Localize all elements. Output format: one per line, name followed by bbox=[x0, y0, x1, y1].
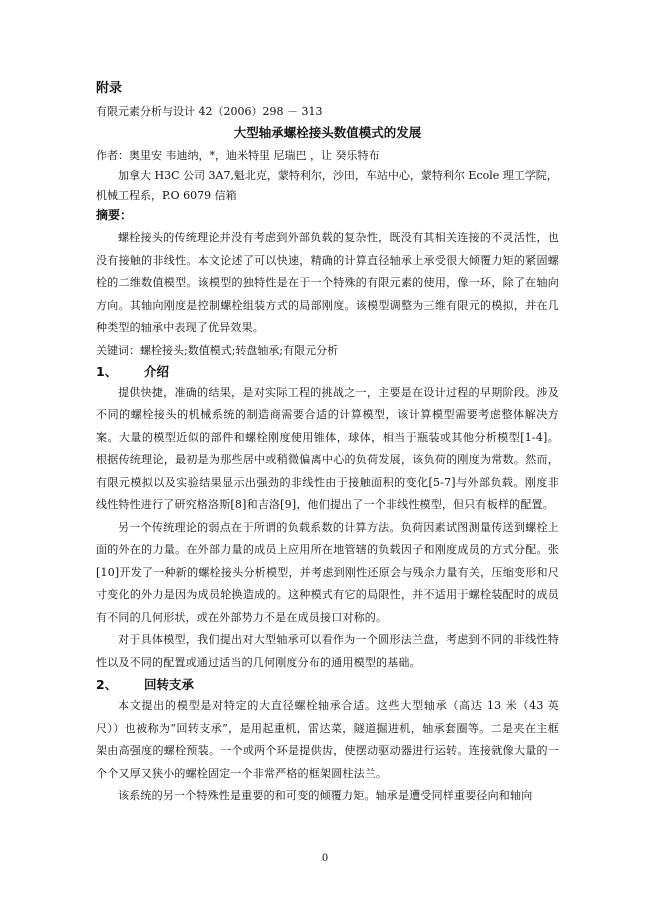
section-heading bbox=[96, 675, 559, 695]
page-number: 0 bbox=[321, 853, 329, 864]
abstract-heading: 摘要： bbox=[96, 208, 133, 222]
authors-line: 作者：奥里安 韦迪纳，*，迪米特里 尼瑞巴 ，让 癸乐特布 bbox=[96, 149, 380, 162]
body-paragraph: 另一个传统理论的弱点在于所谓的负载系数的计算方法。负荷因素试图测量传送到螺栓上面的外在的力量。在外部力量的成员上应用所在地管辖的负载因子和刚度成员的方式分配。张[10]开发了一种新的螺栓接头分析模型，并考虑到刚性还原会与残余力量有关，压缩变形和尺寸变化的外力是因为成员轮换造成的。这种模式有它的局限性，并不适用于螺栓装配时的成员有不同的几何形状，或在外部势力不是在成员接口对称的。 bbox=[96, 520, 559, 624]
body-paragraph: 对于具体模型，我们提出对大型轴承可以看作为一个圆形法兰盘，考虑到不同的非线性特性以及不同的配置或通过适当的几何刚度分布的通用模型的基础。 bbox=[96, 633, 559, 669]
appendix-heading: 附录 bbox=[96, 81, 123, 96]
journal-citation: 有限元素分析与设计 42（2006）298 － 313 bbox=[96, 105, 323, 118]
body-paragraph: 该系统的另一个特殊性是重要的和可变的倾覆力矩。轴承是遭受同样重要径向和轴向 bbox=[118, 789, 533, 802]
section-number: 2、 bbox=[96, 677, 118, 692]
section-title: 回转支承 bbox=[144, 677, 195, 692]
affiliation-line: 加拿大 H3C 公司 3A7,魁北克，蒙特利尔，沙田，车站中心，蒙特利尔 Ecole 理工学院， bbox=[118, 169, 558, 182]
keywords-line: 关键词：螺栓接头;数值模式;转盘轴承;有限元分析 bbox=[96, 343, 339, 357]
document-body bbox=[96, 80, 559, 808]
section-number: 1、 bbox=[96, 363, 118, 379]
section-title: 介绍 bbox=[144, 363, 170, 379]
abstract-paragraph: 螺栓接头的传统理论并没有考虑到外部负载的复杂性，既没有其相关连接的不灵活性，也没有接触的非线性。本文论述了可以快速，精确的计算直径轴承上承受很大倾覆力矩的紧固螺栓的二维数值模型。该模型的独特性是在于一个特殊的有限元素的使用，像一环，除了在轴向方向。其轴向刚度是控制螺栓组装方式的局部刚度。该模型调整为三维有限元的模拟，并在几种类型的轴承中表现了优异效果。 bbox=[96, 231, 559, 334]
body-paragraph: 本文提出的模型是对特定的大直径螺栓轴承合适。这些大型轴承（高达 13 米（43 英尺））也被称为“回转支承”，是用起重机，雷达菜，隧道掘进机，轴承套圈等。二是夹在主框架由高强度的螺栓预装。一个或两个环是提供齿，使摆动驱动器进行运转。连接就像大量的一个个又厚又狭小的螺栓固定一个非常严格的框架圆柱法兰。 bbox=[96, 699, 559, 780]
section-heading bbox=[96, 362, 559, 382]
paper-title: 大型轴承螺栓接头数值模式的发展 bbox=[233, 125, 422, 140]
body-paragraph: 提供快捷，准确的结果，是对实际工程的挑战之一，主要是在设计过程的早期阶段。涉及不同的螺栓接头的机械系统的制造商需要合适的计算模型，该计算模型需要考虑整体解决方案。大量的模型近似的部件和螺栓刚度使用锥体，球体，相当于瓶装或其他分析模型[1-4]。 根据传统理论，最初是为那些居中或稍微偏离中心的负荷发展，该负荷的刚度为常数。然而，有限元模拟以及实验结果显示出强劲的非线性由于接触面积的变化[5-7]与外部负载。刚度非线性特性进行了研究格洛斯[8]和吉洛[9]，他们提出了一个非线性模型，但只有板样的配置。 bbox=[96, 385, 559, 511]
affiliation-line: 机械工程系，P.O 6079 信箱 bbox=[96, 189, 237, 202]
